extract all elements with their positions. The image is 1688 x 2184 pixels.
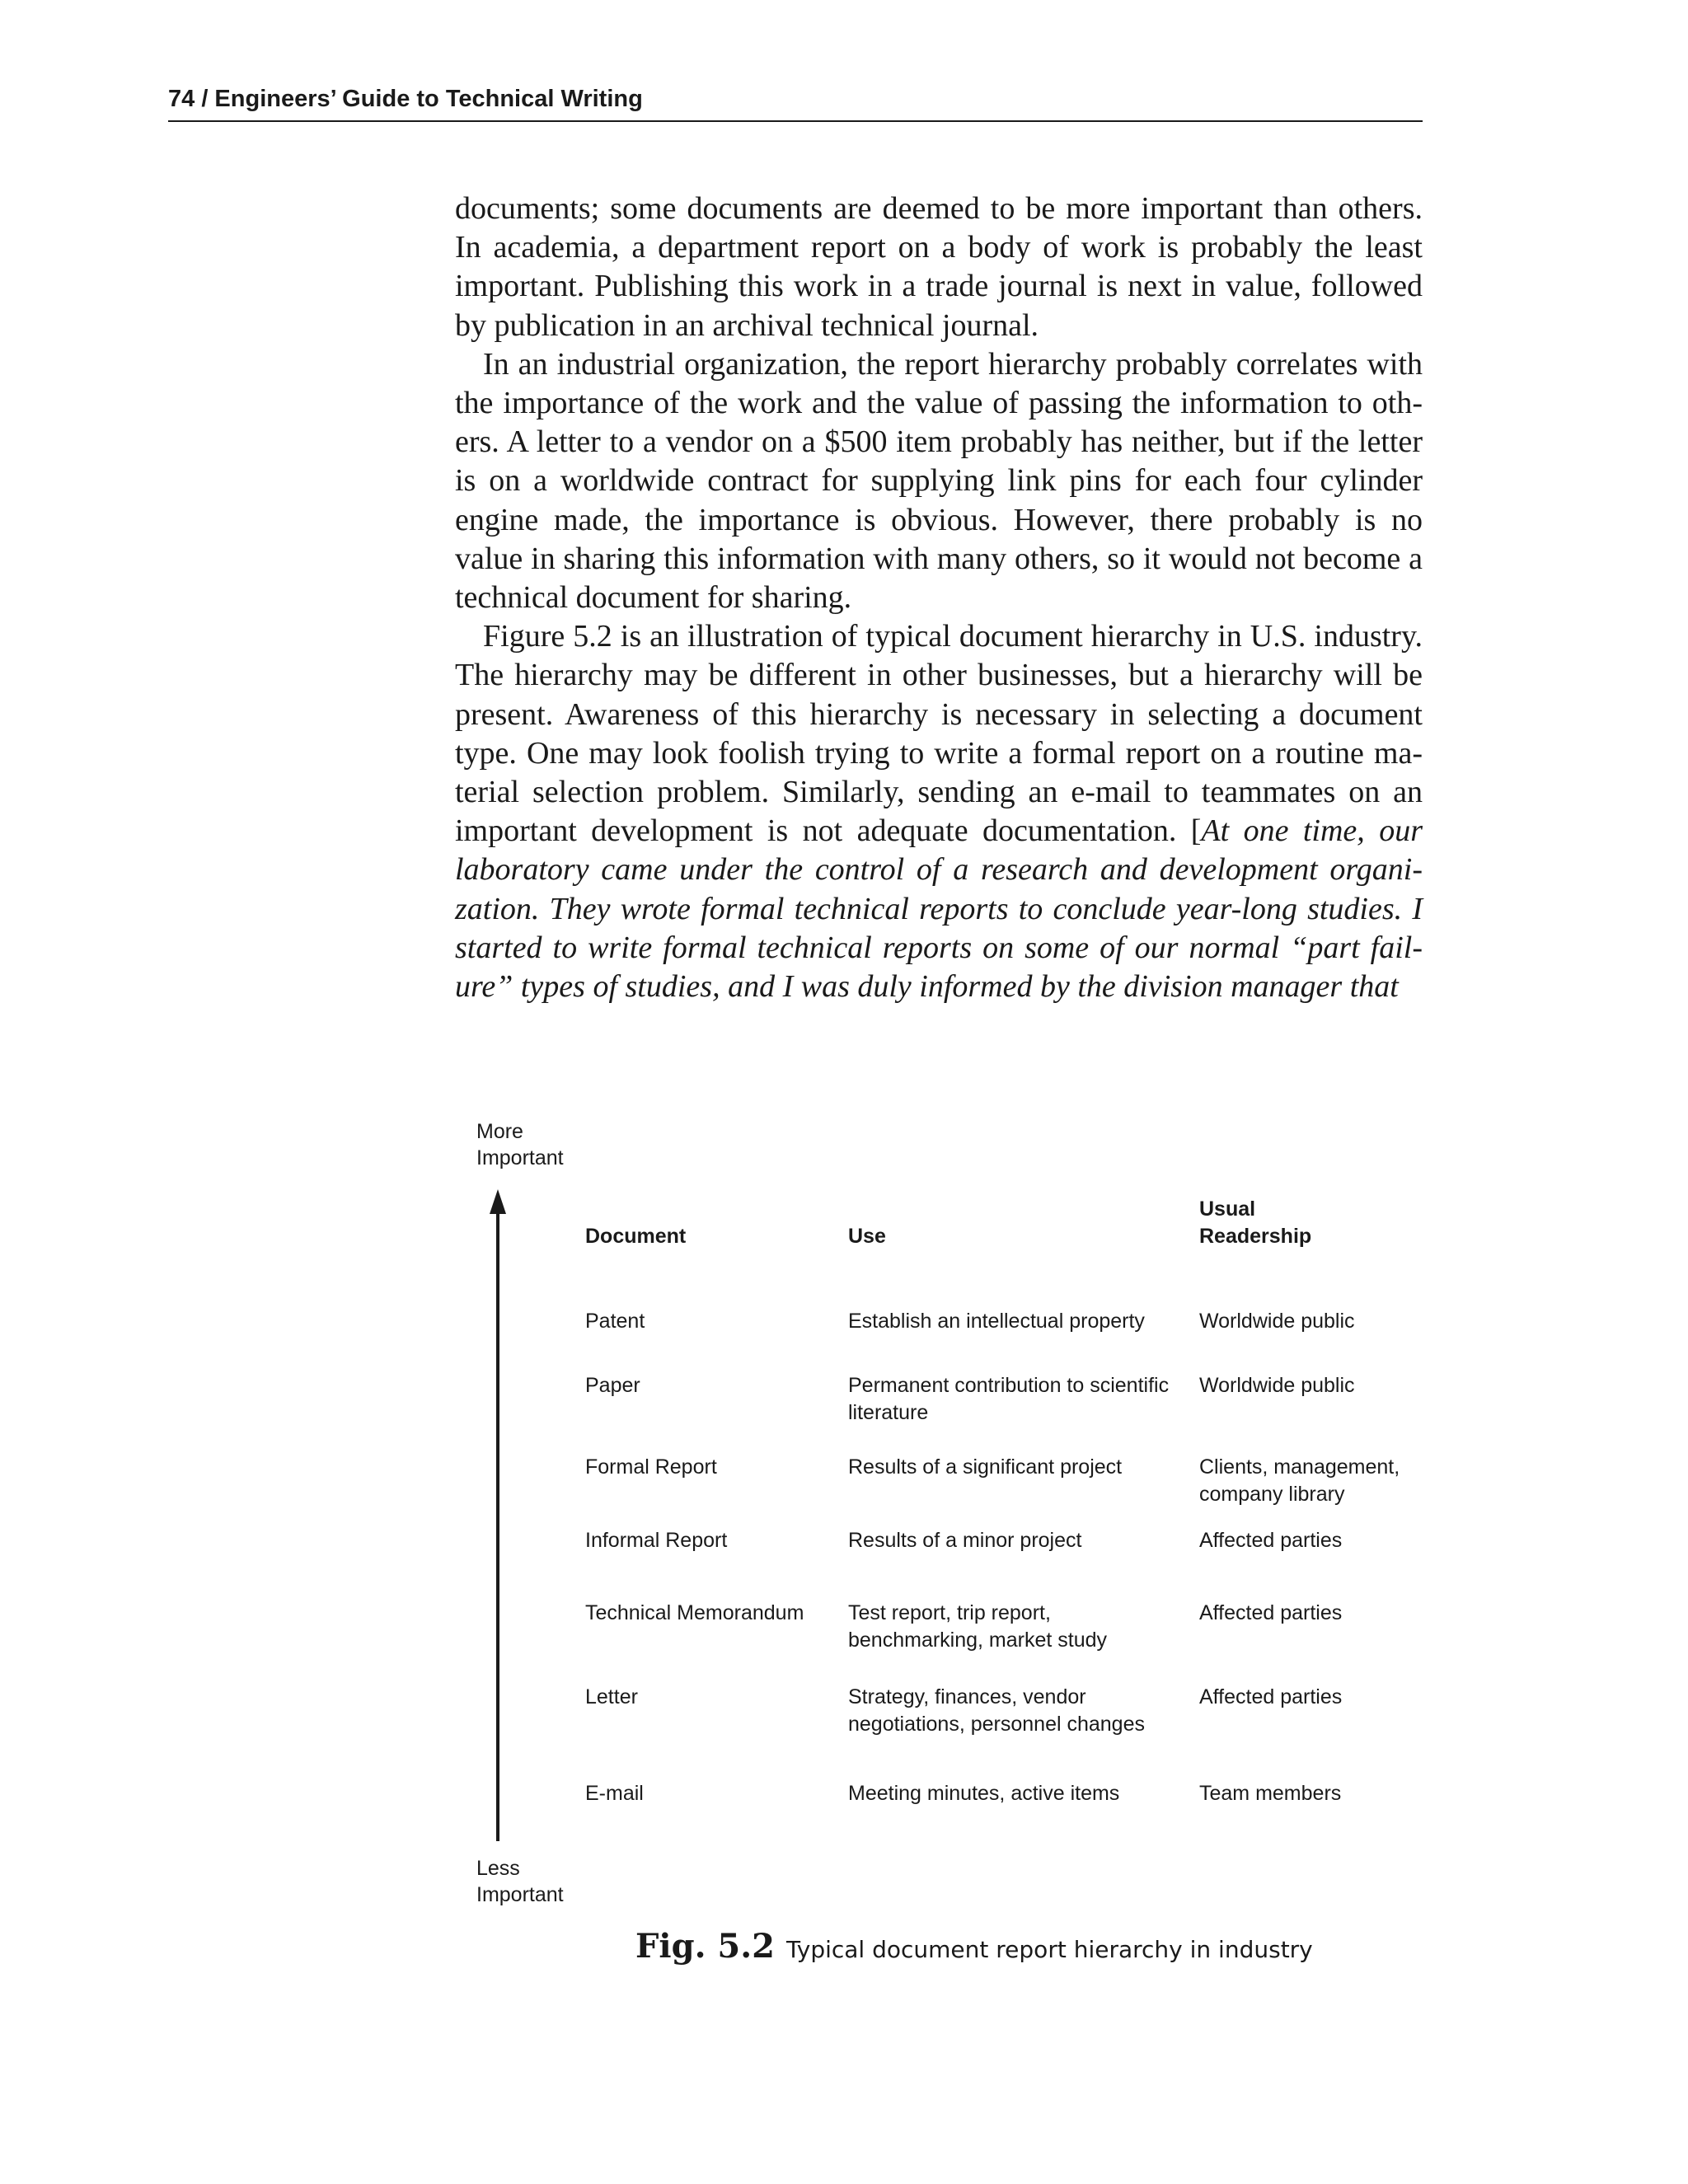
- row-readership-line-1: Team members: [1199, 1782, 1342, 1805]
- row-readership: [1199, 1600, 1447, 1627]
- header-document: Document: [585, 1225, 687, 1248]
- row-use: [848, 1372, 1186, 1427]
- row-readership: [1199, 1684, 1447, 1711]
- row-use: [848, 1308, 1186, 1335]
- row-use-line-1: Meeting minutes, active items: [848, 1782, 1120, 1805]
- row-use-line-1: Permanent contribution to scientific: [848, 1374, 1170, 1397]
- row-document: Formal Report: [585, 1455, 717, 1479]
- axis-top-label-line-2: Important: [476, 1146, 564, 1169]
- row-document: Technical Memorandum: [585, 1601, 804, 1624]
- row-document: E-mail: [585, 1782, 644, 1805]
- paragraph-2: In an industrial organization, the report hierarchy probably correlates with the importance of the work and the value of passing the information to others. A letter to a vendor on a $500 item probably has neither, but if the letter is on a worldwide contract for supplying link pins for each four cylinder engine made, the importance is obvious. However, there probably is no value in sharing this information with many others, so it would not become a technical document for sharing.: [455, 346, 1423, 616]
- row-readership-line-1: Affected parties: [1199, 1685, 1343, 1708]
- header-readership-line-2: Readership: [1199, 1225, 1312, 1248]
- row-use: [848, 1454, 1186, 1481]
- axis-bottom-label-line-1: Less: [476, 1857, 520, 1880]
- row-readership-line-2: company library: [1199, 1483, 1345, 1506]
- figure-caption: [635, 1927, 1460, 1966]
- row-use-line-2: benchmarking, market study: [848, 1629, 1108, 1652]
- header-readership: [1199, 1196, 1447, 1250]
- header-readership-line-1: Usual: [1199, 1197, 1256, 1221]
- body-text: [455, 190, 1423, 1006]
- row-use-line-1: Establish an intellectual property: [848, 1310, 1145, 1333]
- row-use: [848, 1600, 1186, 1654]
- row-use-line-1: Results of a minor project: [848, 1529, 1082, 1552]
- axis-bottom-label: [476, 1855, 564, 1908]
- row-readership: [1199, 1780, 1447, 1807]
- importance-axis-line: [496, 1207, 499, 1841]
- row-readership: [1199, 1454, 1447, 1508]
- row-use-line-1: Strategy, finances, vendor: [848, 1685, 1086, 1708]
- row-readership-line-1: Worldwide public: [1199, 1310, 1355, 1333]
- axis-top-label: [476, 1118, 564, 1171]
- figure-caption-text: Typical document report hierarchy in industry: [786, 1936, 1313, 1963]
- row-readership-line-1: Worldwide public: [1199, 1374, 1355, 1397]
- row-readership: [1199, 1308, 1447, 1335]
- row-readership: [1199, 1372, 1447, 1399]
- header-use: Use: [848, 1225, 886, 1248]
- row-document: Paper: [585, 1374, 640, 1397]
- axis-top-label-line-1: More: [476, 1120, 523, 1143]
- row-readership-line-1: Clients, management,: [1199, 1455, 1400, 1479]
- row-document: Letter: [585, 1685, 638, 1708]
- paragraph-3-text: Figure 5.2 is an illustration of typical document hierarchy in U.S. industry. The hierarchy may be different in other businesses, but a hierarchy will be present. Awareness of this hierarchy is necessary in selecting a document type. One may look foolish trying to write a formal report on a routine material selection problem. Similarly, sending an e-mail to teammates on an important development is not adequate documentation. [: [455, 619, 1423, 849]
- row-use: [848, 1684, 1186, 1738]
- row-use-line-2: negotiations, personnel changes: [848, 1713, 1145, 1736]
- row-use-line-1: Test report, trip report,: [848, 1601, 1051, 1624]
- paragraph-3-italic-text: At one time, our laboratory came under the control of a research and development organization. They wrote formal technical reports to conclude year-long studies. I started to write formal technical reports on some of our normal “part failure” types of studies, and I was duly informed by the division manager that: [455, 813, 1423, 1005]
- row-use-line-2: literature: [848, 1401, 929, 1424]
- row-document: Patent: [585, 1310, 645, 1333]
- paragraph-3: [455, 617, 1423, 1006]
- figure-number: Fig. 5.2: [635, 1927, 776, 1966]
- axis-bottom-label-line-2: Important: [476, 1883, 564, 1906]
- running-head: 74 / Engineers’ Guide to Technical Writing: [168, 86, 1423, 122]
- row-readership-line-1: Affected parties: [1199, 1601, 1343, 1624]
- row-readership: [1199, 1527, 1447, 1554]
- row-readership-line-1: Affected parties: [1199, 1529, 1343, 1552]
- row-document: Informal Report: [585, 1529, 728, 1552]
- row-use: [848, 1780, 1186, 1807]
- paragraph-1: documents; some documents are deemed to be more important than others. In academia, a department report on a body of work is probably the least important. Publishing this work in a trade journal is next in value, followed by publication in an archival technical journal.: [455, 191, 1423, 343]
- row-use-line-1: Results of a significant project: [848, 1455, 1123, 1479]
- row-use: [848, 1527, 1186, 1554]
